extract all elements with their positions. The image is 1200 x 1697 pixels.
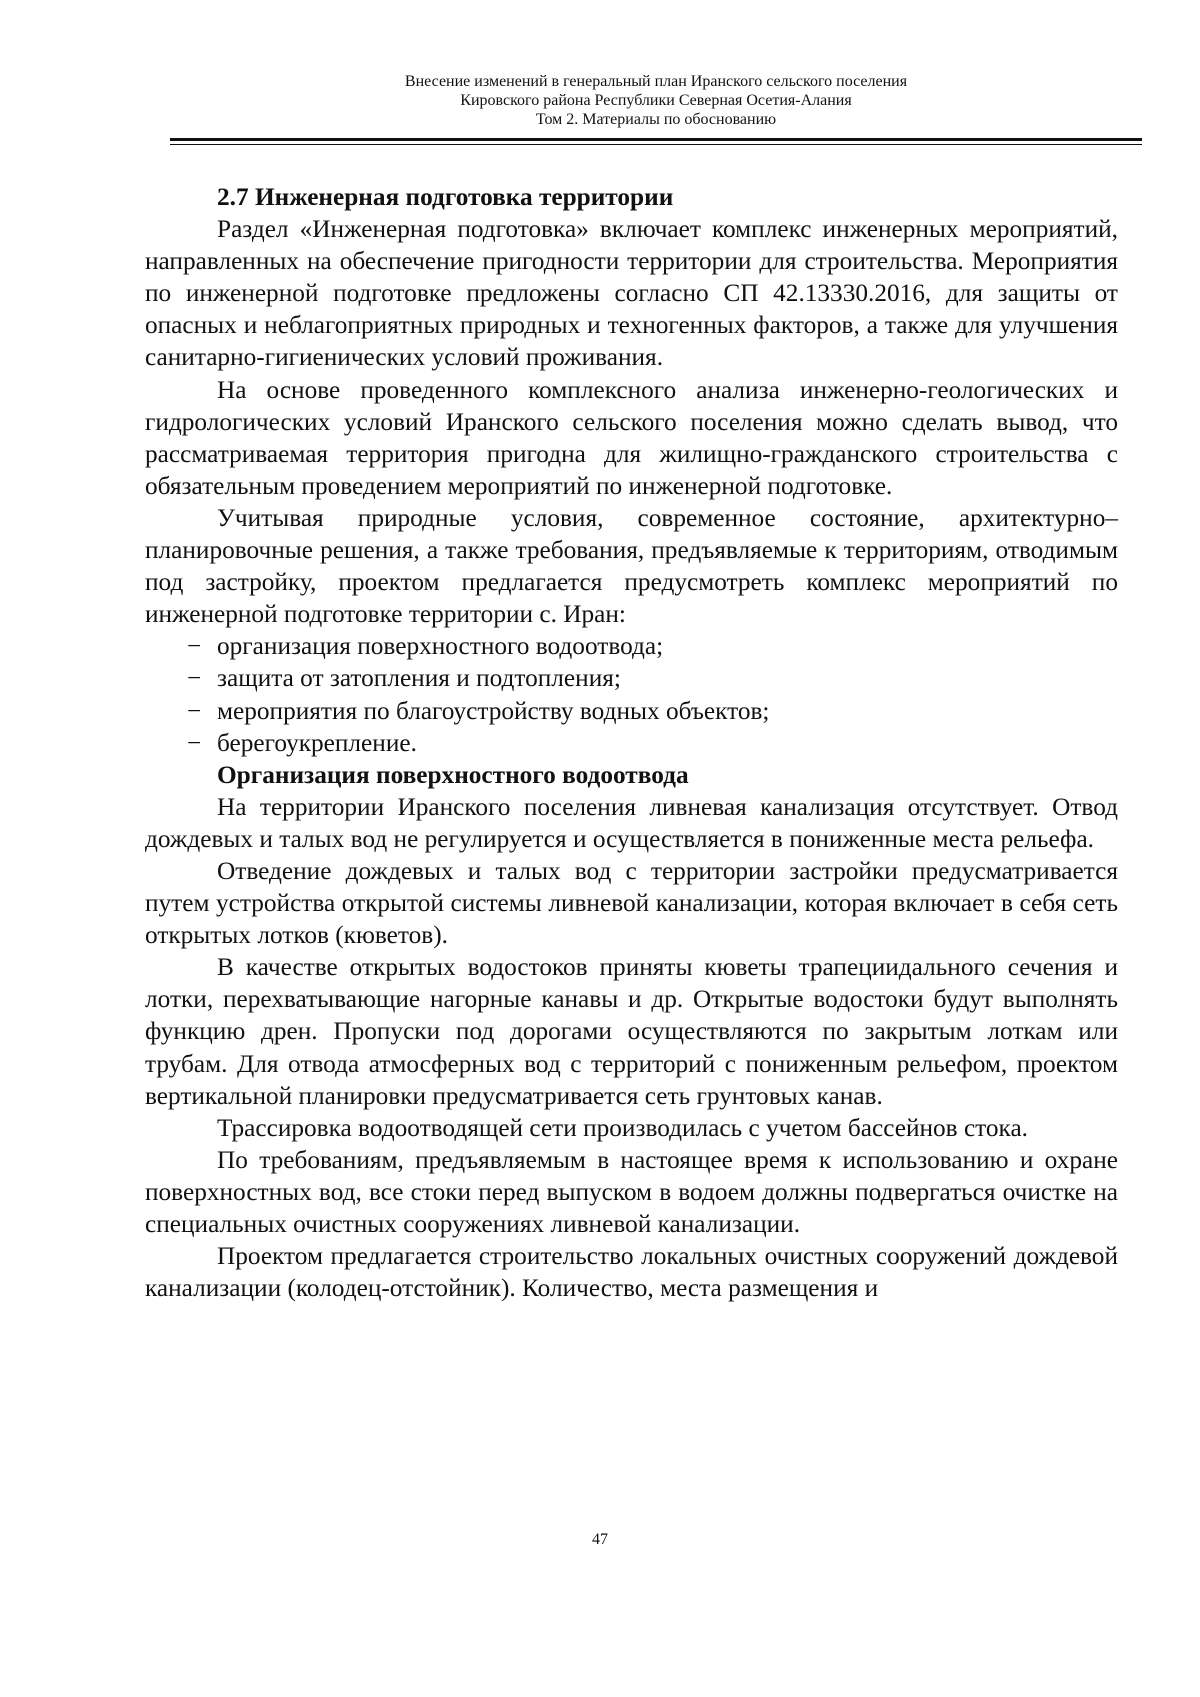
- document-body: [145, 181, 1118, 1304]
- section-heading: 2.7 Инженерная подготовка территории: [217, 183, 674, 211]
- subsection-heading: Организация поверхностного водоотвода: [217, 760, 689, 789]
- header-divider-thin: [170, 144, 1142, 145]
- body-paragraph: Раздел «Инженерная подготовка» включает комплекс инженерных мероприятий, направленных на обеспечение пригодности территории для строительства. Мероприятия по инженерной подготовке предложены согласно СП 42.13330.2016, для защиты от опасных и неблагоприятных природных и техногенных факторов, а также для улучшения санитарно-гигиенических условий проживания.: [145, 215, 1118, 372]
- header-line-1: Внесение изменений в генеральный план Иранского сельского поселения: [404, 73, 908, 90]
- list-item: [145, 727, 1118, 759]
- list-dash: −: [187, 696, 202, 725]
- body-paragraph: Учитывая природные условия, современное состояние, архитектурно–планировочные решения, а также требования, предъявляемые к территориям, отводимым под застройку, проектом предлагается предусмотреть комплекс мероприятий по инженерной подготовке территории с. Иран:: [145, 503, 1118, 629]
- list-item: [145, 695, 1118, 727]
- header-line-2: Кировского района Республики Северная Осетия-Алания: [460, 92, 852, 109]
- body-paragraph: По требованиям, предъявляемым в настоящее время к использованию и охране поверхностных вод, все стоки перед выпуском в водоем должны подвергаться очистке на специальных очистных сооружениях ливневой канализации.: [145, 1145, 1118, 1238]
- running-header: [170, 72, 1142, 129]
- list-item-text: берегоукрепление.: [217, 728, 417, 757]
- page-number: 47: [592, 1531, 608, 1548]
- body-paragraph: Отведение дождевых и талых вод с территории застройки предусматривается путем устройства открытой системы ливневой канализации, которая включает в себя сеть открытых лотков (кюветов).: [145, 856, 1118, 950]
- body-paragraph: Проектом предлагается строительство локальных очистных сооружений дождевой канализации (колодец-отстойник). Количество, места размещения и: [145, 1242, 1118, 1303]
- list-dash: −: [187, 632, 202, 661]
- header-divider-thick: [170, 138, 1142, 141]
- list-item: [145, 662, 1118, 694]
- body-paragraph: Трассировка водоотводящей сети производилась с учетом бассейнов стока.: [217, 1113, 1029, 1142]
- list-item-text: мероприятия по благоустройству водных объектов;: [217, 696, 770, 725]
- list-dash: −: [187, 664, 202, 693]
- list-dash: −: [187, 728, 202, 757]
- list-item: [145, 630, 1118, 662]
- body-paragraph: На основе проведенного комплексного анализа инженерно-геологических и гидрологических условий Иранского сельского поселения можно сделать вывод, что рассматриваемая территория пригодна для жилищно-гражданского строительства с обязательным проведением мероприятий по инженерной подготовке.: [145, 375, 1118, 500]
- list-item-text: организация поверхностного водоотвода;: [217, 632, 664, 661]
- body-paragraph: В качестве открытых водостоков приняты кюветы трапециидального сечения и лотки, перехватывающие нагорные канавы и др. Открытые водостоки будут выполнять функцию дрен. Пропуски под дорогами осуществляются по закрытым лоткам или трубам. Для отвода атмосферных вод с территорий с пониженным рельефом, проектом вертикальной планировки предусматривается сеть грунтовых канав.: [145, 953, 1118, 1110]
- body-paragraph: На территории Иранского поселения ливневая канализация отсутствует. Отвод дождевых и талых вод не регулируется и осуществляется в пониженные места рельефа.: [145, 792, 1118, 853]
- header-line-3: Том 2. Материалы по обоснованию: [535, 111, 777, 128]
- list-item-text: защита от затопления и подтопления;: [217, 664, 621, 693]
- measures-list: [145, 630, 1118, 758]
